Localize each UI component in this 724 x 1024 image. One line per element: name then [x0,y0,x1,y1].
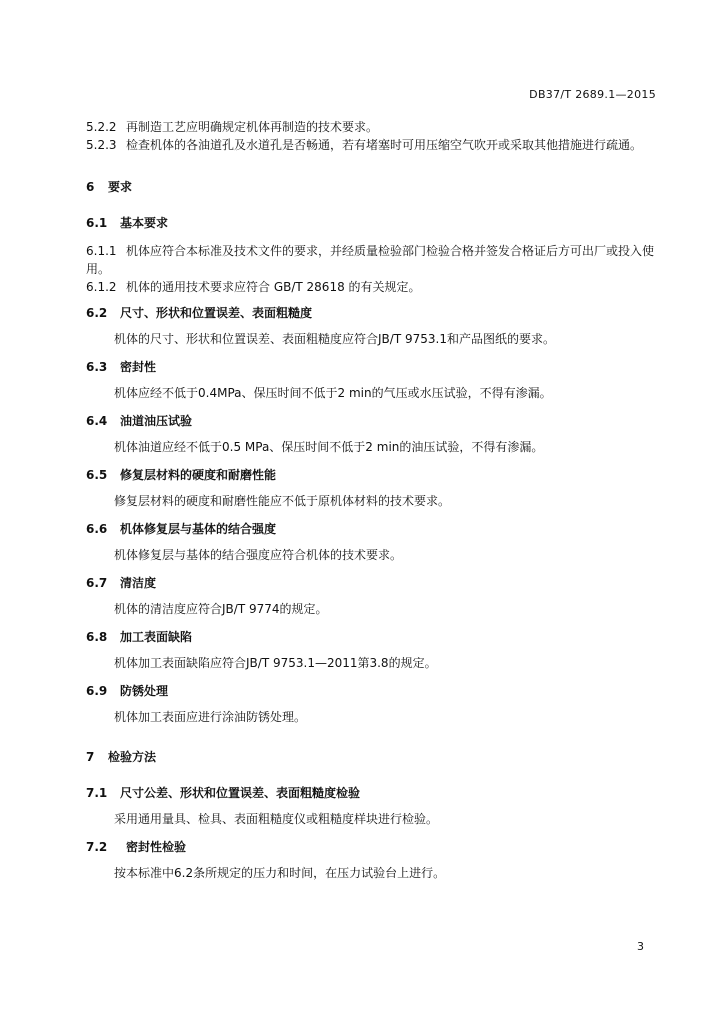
clause-5-2-2: 5.2.2 再制造工艺应明确规定机体再制造的技术要求。 [86,120,379,134]
section-6-8-body: 机体加工表面缺陷应符合JB/T 9753.1—2011第3.8的规定。 [114,656,437,670]
section-6-4-body: 机体油道应经不低于0.5 MPa、保压时间不低于2 min的油压试验，不得有渗漏。 [114,440,544,454]
section-6-3-heading: 6.3 密封性 [86,360,157,374]
page-body [86,118,660,882]
section-6-heading: 6 要求 [86,180,133,194]
section-6-1-heading: 6.1 基本要求 [86,216,169,230]
section-6-9-body: 机体加工表面应进行涂油防锈处理。 [114,710,307,724]
document-code: DB37/T 2689.1—2015 [529,88,656,101]
section-6-2-body: 机体的尺寸、形状和位置误差、表面粗糙度应符合JB/T 9753.1和产品图纸的要求。 [114,332,555,346]
section-6-4-heading: 6.4 油道油压试验 [86,414,193,428]
section-7-2-body: 按本标准中6.2条所规定的压力和时间，在压力试验台上进行。 [114,866,446,880]
section-6-6-heading: 6.6 机体修复层与基体的结合强度 [86,522,277,536]
clause-6-1-2: 6.1.2 机体的通用技术要求应符合 GB/T 28618 的有关规定。 [86,280,421,294]
section-7-2-heading: 7.2 密封性检验 [86,840,187,854]
section-7-1-heading: 7.1 尺寸公差、形状和位置误差、表面粗糙度检验 [86,786,361,800]
section-6-7-body: 机体的清洁度应符合JB/T 9774的规定。 [114,602,328,616]
section-7-1-body: 采用通用量具、检具、表面粗糙度仪或粗糙度样块进行检验。 [114,812,439,826]
page-number: 3 [637,940,644,953]
section-7-heading: 7 检验方法 [86,750,157,764]
section-6-8-heading: 6.8 加工表面缺陷 [86,630,193,644]
clause-6-1-1: 6.1.1 机体应符合本标准及技术文件的要求，并经质量检验部门检验合格并签发合格证后方可出厂或投入使用。 [86,244,655,276]
section-6-5-body: 修复层材料的硬度和耐磨性能应不低于原机体材料的技术要求。 [114,494,451,508]
section-6-5-heading: 6.5 修复层材料的硬度和耐磨性能 [86,468,277,482]
clause-5-2-3: 5.2.3 检查机体的各油道孔及水道孔是否畅通，若有堵塞时可用压缩空气吹开或采取其他措施进行疏通。 [86,138,643,152]
section-6-3-body: 机体应经不低于0.4MPa、保压时间不低于2 min的气压或水压试验，不得有渗漏。 [114,386,552,400]
section-6-2-heading: 6.2 尺寸、形状和位置误差、表面粗糙度 [86,306,313,320]
section-6-9-heading: 6.9 防锈处理 [86,684,169,698]
section-6-7-heading: 6.7 清洁度 [86,576,157,590]
section-6-6-body: 机体修复层与基体的结合强度应符合机体的技术要求。 [114,548,403,562]
